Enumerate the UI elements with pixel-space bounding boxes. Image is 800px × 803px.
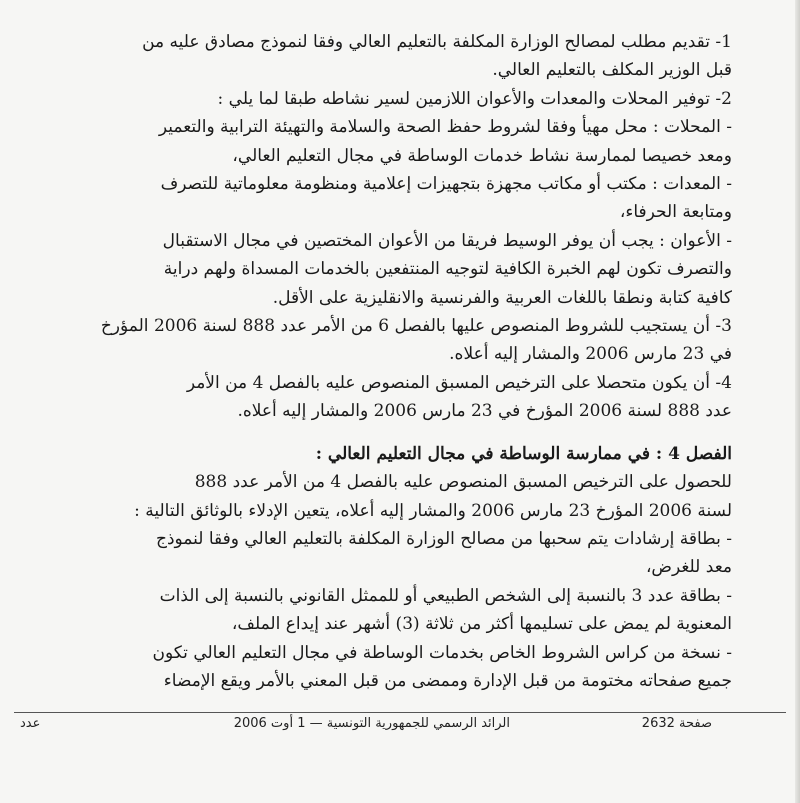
issue-label: عدد xyxy=(20,716,41,731)
text-line: لسنة 2006 المؤرخ 23 مارس 2006 والمشار إليه أعلاه، يتعين الإدلاء بالوثائق التالية : xyxy=(134,500,732,521)
text-line: - المحلات : محل مهيأ وفقا لشروط حفظ الصحة والسلامة والتهيئة الترابية والتعمير xyxy=(158,117,732,138)
text-line: ومتابعة الحرفاء، xyxy=(619,202,732,223)
body-text xyxy=(70,28,732,426)
text-line: 4- أن يكون متحصلا على الترخيص المسبق المنصوص عليه بالفصل 4 من الأمر xyxy=(186,372,732,393)
text-line: - الأعوان : يجب أن يوفر الوسيط فريقا من الأعوان المختصين في مجال الاستقبال xyxy=(162,230,732,251)
page-number: صفحة 2632 xyxy=(641,716,712,731)
publication-title: الرائد الرسمي للجمهورية التونسية — 1 أوت 2006 xyxy=(233,716,510,731)
text-line: المعنوية لم يمض على تسليمها أكثر من ثلاثة (3) أشهر عند إيداع الملف، xyxy=(231,614,732,635)
text-line: جميع صفحاته مختومة من قبل الإدارة وممضى من قبل المعني بالأمر ويقع الإمضاء xyxy=(163,670,732,691)
footer-divider xyxy=(14,712,786,713)
page-footer xyxy=(0,712,800,734)
text-line: عدد 888 لسنة 2006 المؤرخ في 23 مارس 2006 والمشار إليه أعلاه. xyxy=(237,401,732,422)
text-line: - المعدات : مكتب أو مكاتب مجهزة بتجهيزات إعلامية ومنظومة معلوماتية للتصرف xyxy=(160,174,732,195)
text-line: - بطاقة عدد 3 بالنسبة إلى الشخص الطبيعي أو للممثل القانوني بالنسبة إلى الذات xyxy=(159,585,732,606)
text-line: كافية كتابة ونطقا باللغات العربية والفرنسية والانقليزية على الأقل. xyxy=(272,287,732,308)
text-line: ومعد خصيصا لممارسة نشاط خدمات الوساطة في مجال التعليم العالي، xyxy=(232,145,732,166)
text-line: للحصول على الترخيص المسبق المنصوص عليه بالفصل 4 من الأمر عدد 888 xyxy=(194,472,732,493)
text-line: 3- أن يستجيب للشروط المنصوص عليها بالفصل 6 من الأمر عدد 888 لسنة 2006 المؤرخ xyxy=(100,316,732,337)
text-line: 2- توفير المحلات والمعدات والأعوان اللازمين لسير نشاطه طبقا لما يلي : xyxy=(217,88,732,109)
text-line: 1- تقديم مطلب لمصالح الوزارة المكلفة بالتعليم العالي وفقا لنموذج مصادق عليه من xyxy=(142,32,732,52)
text-line: في 23 مارس 2006 والمشار إليه أعلاه. xyxy=(449,344,732,365)
section-heading: الفصل 4 : في ممارسة الوساطة في مجال التعليم العالي : xyxy=(315,443,732,464)
text-line: - نسخة من كراس الشروط الخاص بخدمات الوساطة في مجال التعليم العالي تكون xyxy=(152,642,732,663)
text-line: - بطاقة إرشادات يتم سحبها من مصالح الوزارة المكلفة بالتعليم العالي وفقا لنموذج xyxy=(155,528,732,549)
text-line: والتصرف تكون لهم الخبرة الكافية لتوجيه المنتفعين بالخدمات المسداة ولهم دراية xyxy=(163,259,732,280)
text-line: معد للغرض، xyxy=(645,557,732,578)
text-line: قبل الوزير المكلف بالتعليم العالي. xyxy=(492,60,732,81)
section-text xyxy=(70,468,732,695)
scan-edge-shadow xyxy=(795,0,800,803)
